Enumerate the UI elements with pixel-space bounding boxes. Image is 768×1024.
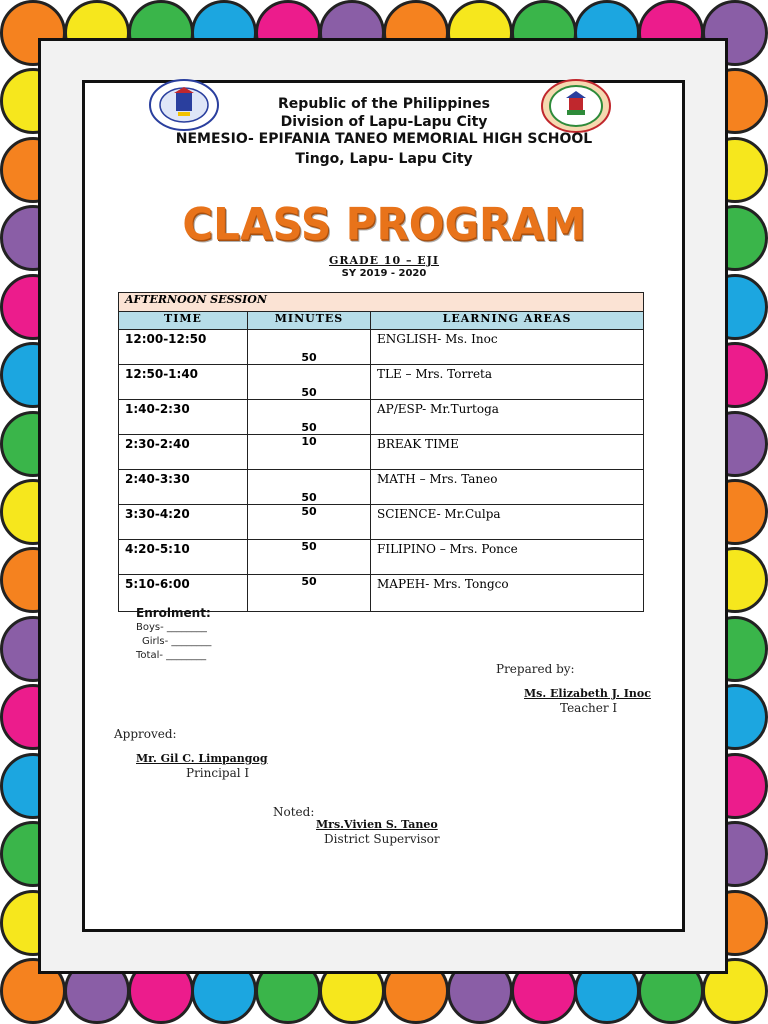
minutes-cell: 50 bbox=[248, 330, 371, 365]
header-school-name: NEMESIO- EPIFANIA TANEO MEMORIAL HIGH SCHOOL bbox=[175, 131, 593, 147]
enrolment-heading: Enrolment: bbox=[136, 606, 211, 620]
session-row bbox=[119, 293, 644, 312]
school-year: SY 2019 - 2020 bbox=[341, 268, 427, 279]
time-cell: 5:10-6:00 bbox=[119, 575, 248, 612]
header-division: Division of Lapu-Lapu City bbox=[280, 114, 488, 130]
learning-area-cell: TLE – Mrs. Torreta bbox=[371, 365, 644, 400]
time-cell: 3:30-4:20 bbox=[119, 505, 248, 540]
table-row bbox=[119, 400, 644, 435]
learning-area-cell: BREAK TIME bbox=[371, 435, 644, 470]
column-header-learning-areas: LEARNING AREAS bbox=[371, 312, 644, 330]
time-cell: 1:40-2:30 bbox=[119, 400, 248, 435]
table-row bbox=[119, 505, 644, 540]
table-row bbox=[119, 540, 644, 575]
prepared-by-name: Ms. Elizabeth J. Inoc bbox=[524, 687, 651, 700]
learning-area-cell: MATH – Mrs. Taneo bbox=[371, 470, 644, 505]
learning-area-cell: AP/ESP- Mr.Turtoga bbox=[371, 400, 644, 435]
minutes-cell: 10 bbox=[248, 435, 371, 470]
enrolment-girls: Girls- ________ bbox=[142, 636, 212, 647]
minutes-cell: 50 bbox=[248, 400, 371, 435]
approved-label: Approved: bbox=[114, 727, 177, 741]
enrolment-total: Total- ________ bbox=[136, 650, 207, 661]
page-title: CLASS PROGRAM bbox=[182, 198, 586, 251]
table-header-row bbox=[119, 312, 644, 330]
prepared-by-position: Teacher I bbox=[560, 701, 618, 715]
header-school-address: Tingo, Lapu- Lapu City bbox=[295, 151, 473, 167]
column-header-time: TIME bbox=[119, 312, 248, 330]
time-cell: 4:20-5:10 bbox=[119, 540, 248, 575]
approved-position: Principal I bbox=[186, 766, 250, 780]
table-row bbox=[119, 435, 644, 470]
minutes-cell: 50 bbox=[248, 365, 371, 400]
table-row bbox=[119, 365, 644, 400]
minutes-cell: 50 bbox=[248, 575, 371, 612]
minutes-cell: 50 bbox=[248, 540, 371, 575]
enrolment-boys: Boys- ________ bbox=[136, 622, 207, 633]
time-cell: 12:00-12:50 bbox=[119, 330, 248, 365]
noted-position: District Supervisor bbox=[324, 832, 440, 846]
prepared-by-label: Prepared by: bbox=[496, 662, 575, 676]
approved-name: Mr. Gil C. Limpangog bbox=[136, 752, 268, 765]
class-schedule-table bbox=[118, 292, 644, 612]
learning-area-cell: MAPEH- Mrs. Tongco bbox=[371, 575, 644, 612]
learning-area-cell: SCIENCE- Mr.Culpa bbox=[371, 505, 644, 540]
noted-name: Mrs.Vivien S. Taneo bbox=[316, 818, 438, 831]
minutes-cell: 50 bbox=[248, 505, 371, 540]
header-republic: Republic of the Philippines bbox=[278, 96, 490, 112]
minutes-cell: 50 bbox=[248, 470, 371, 505]
noted-label: Noted: bbox=[273, 805, 315, 819]
column-header-minutes: MINUTES bbox=[248, 312, 371, 330]
table-row bbox=[119, 470, 644, 505]
time-cell: 2:30-2:40 bbox=[119, 435, 248, 470]
learning-area-cell: ENGLISH- Ms. Inoc bbox=[371, 330, 644, 365]
time-cell: 12:50-1:40 bbox=[119, 365, 248, 400]
session-label: AFTERNOON SESSION bbox=[119, 293, 644, 312]
learning-area-cell: FILIPINO – Mrs. Ponce bbox=[371, 540, 644, 575]
grade-section: GRADE 10 – EJI bbox=[328, 254, 440, 267]
time-cell: 2:40-3:30 bbox=[119, 470, 248, 505]
table-row bbox=[119, 330, 644, 365]
